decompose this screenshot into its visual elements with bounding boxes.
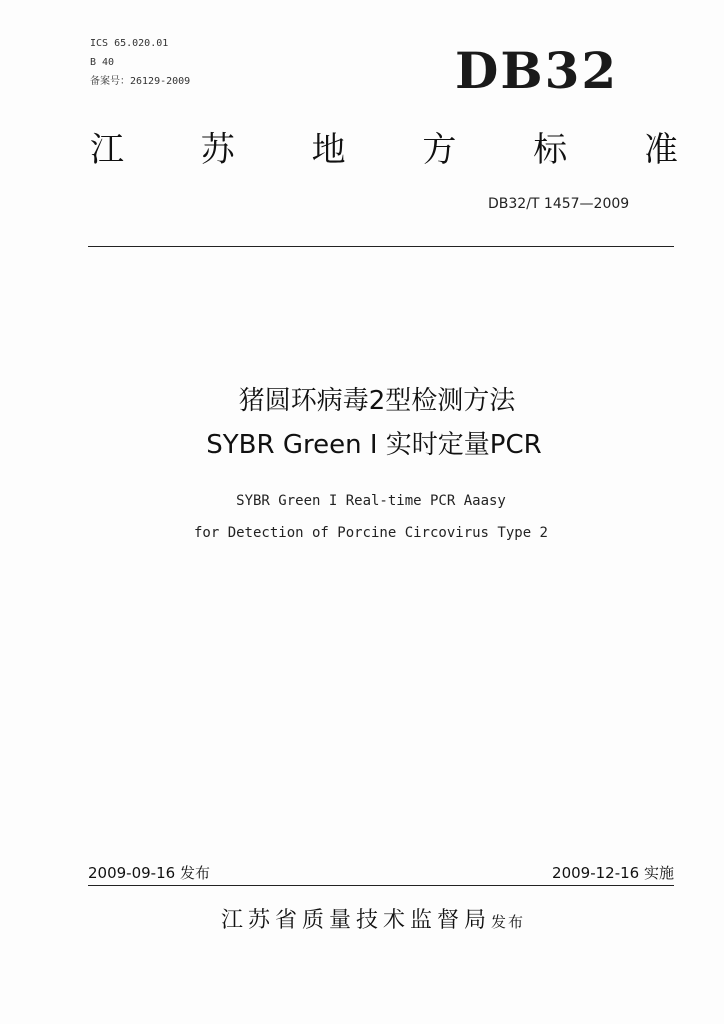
classification-block [90,34,190,91]
footer-divider [88,885,674,886]
ccs-code: B 40 [90,57,115,68]
title-english-line1: SYBR Green I Real-time PCR Aaasy [236,493,506,509]
record-number: 备案号：26129-2009 [90,76,191,87]
standard-type-char: 准 [643,130,678,170]
issuer-name: 江苏省质量技术监督局 [220,908,491,933]
standard-number: DB32/T 1457—2009 [488,196,630,212]
header-divider [88,246,674,247]
ics-code: ICS 65.020.01 [90,38,169,49]
standard-code-logo: DB32 [455,41,619,100]
standard-type-char: 方 [422,130,457,170]
standard-type-char: 苏 [200,130,235,170]
standard-type-char: 江 [90,130,124,170]
title-chinese-line2: SYBR Green Ⅰ 实时定量PCR [206,430,542,460]
implementation-date: 2009-12-16 实施 [552,864,674,882]
date-row [88,862,674,884]
standard-type-char: 地 [311,130,346,170]
issuer-suffix: 发布 [491,913,526,931]
standard-type-heading [90,130,678,170]
issuing-authority [0,904,724,939]
title-english-line2: for Detection of Porcine Circovirus Type 2 [193,525,548,541]
issue-date: 2009-09-16 发布 [88,864,210,882]
title-chinese-line1: 猪圆环病毒2型检测方法 [238,386,516,416]
standard-type-char: 标 [533,130,568,170]
